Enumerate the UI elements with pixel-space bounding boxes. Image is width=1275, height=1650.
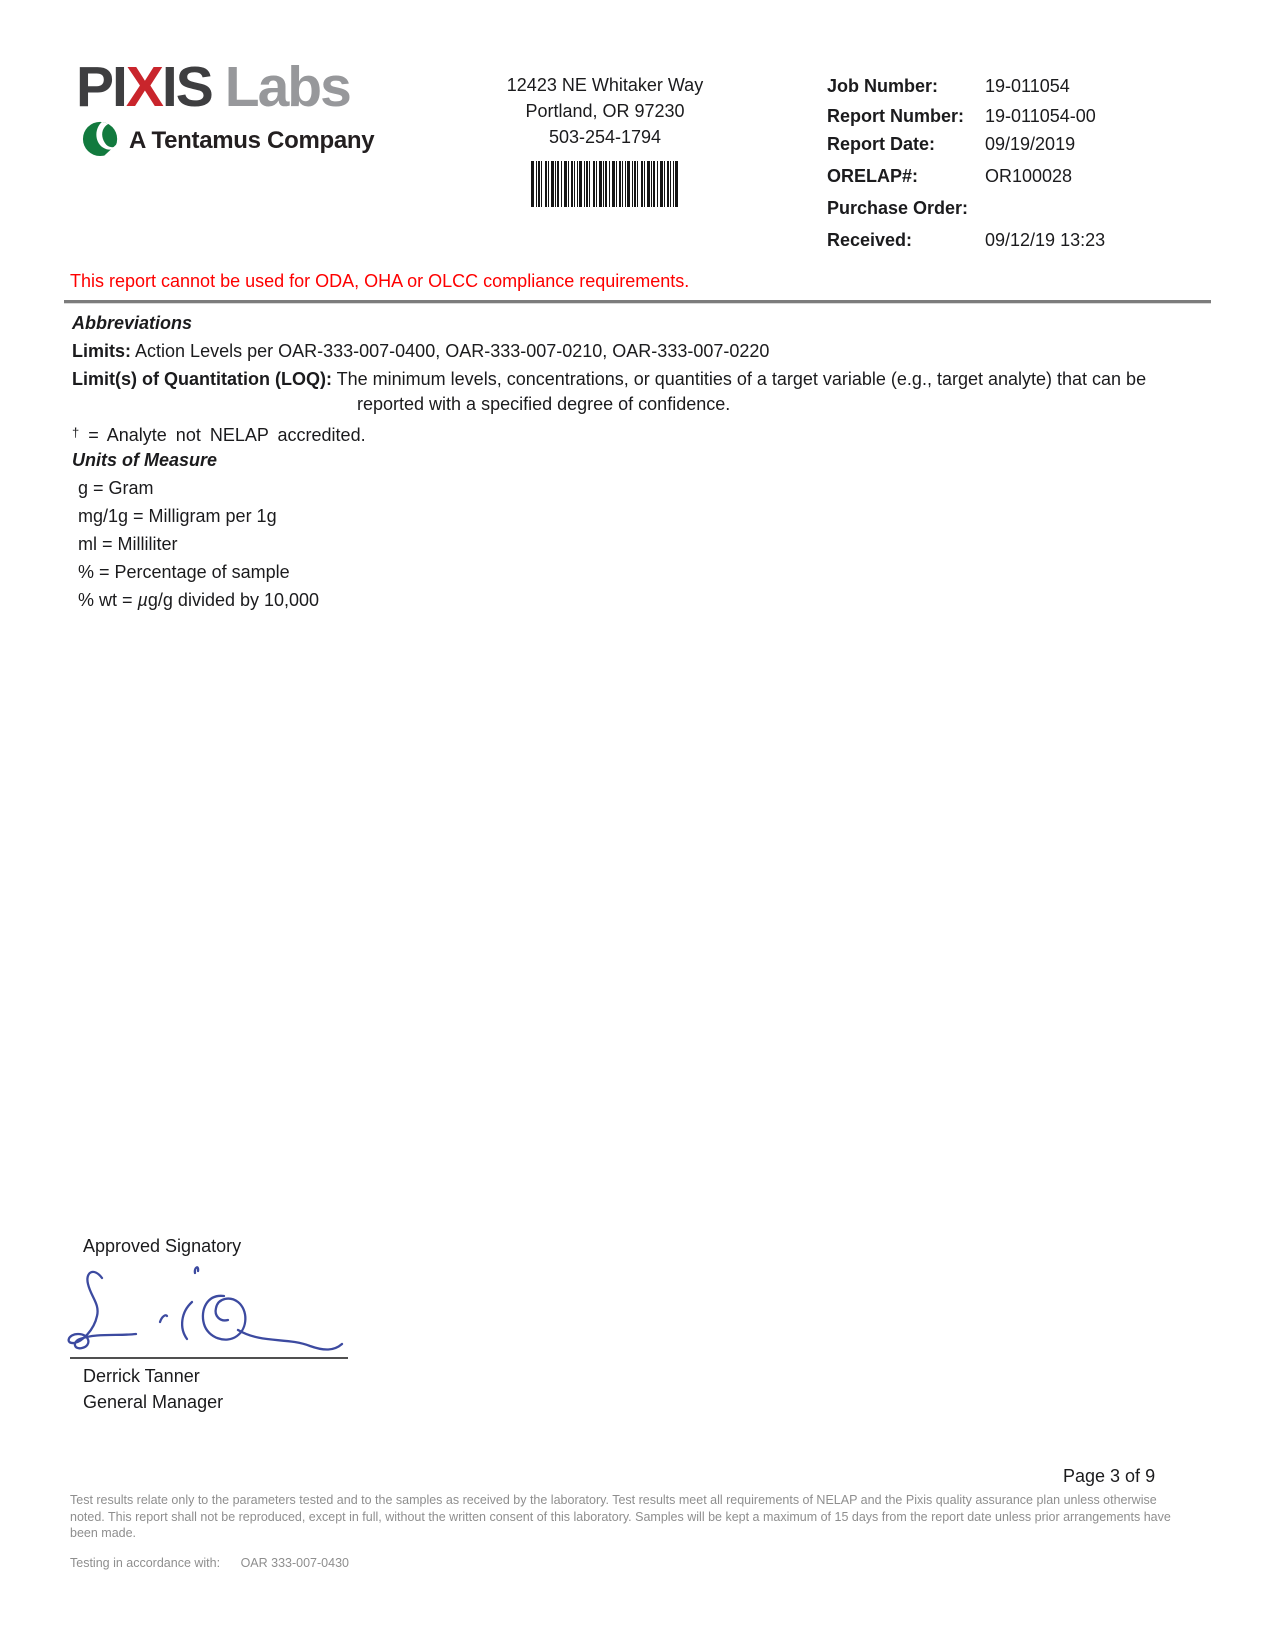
meta-label: Job Number: [827,76,939,96]
meta-label: ORELAP#: [827,166,919,186]
report-meta [827,76,1205,251]
address-line2: Portland, OR 97230 [525,101,685,121]
meta-label: Purchase Order: [827,198,969,218]
meta-label: Report Date: [827,134,936,154]
wt-suffix: g/g divided by 10,000 [147,590,320,610]
loq-definition [72,369,1177,390]
limits-label: Limits: [72,341,132,361]
logo-text-pi: PI [76,55,126,119]
meta-row-report-date [827,134,1205,155]
dagger-note [72,422,1177,446]
testing-value: OAR 333-007-0430 [240,1556,349,1570]
testing-accordance-line [70,1556,349,1570]
compliance-notice: This report cannot be used for ODA, OHA or OLCC compliance requirements. [70,271,690,291]
signatory-title: General Manager [83,1392,224,1412]
meta-row-purchase-order [827,198,1205,219]
logo-text-labs: Labs [224,55,350,119]
meta-value: 19-011054 [985,76,1070,96]
logo-text-x: X [125,55,162,119]
unit-item-mg: mg/1g = Milligram per 1g [78,506,277,526]
unit-item-percent-wt [72,590,319,611]
dagger-text: = Analyte not NELAP accredited. [88,425,366,445]
units-of-measure-section [72,450,319,611]
abbreviations-section [72,313,1177,446]
page-number: Page 3 of 9 [1063,1466,1156,1486]
meta-row-received [827,230,1205,251]
meta-value: 19-011054-00 [985,106,1096,126]
signature-image [62,1252,352,1367]
abbreviations-title: Abbreviations [72,313,193,333]
lab-address-block [455,72,755,207]
mu-symbol: µ [137,590,148,610]
loq-text-line1: The minimum levels, concentrations, or quantities of a target variable (e.g., target analyte) that can be [336,369,1147,389]
section-divider [64,300,1211,304]
limits-definition [72,341,1177,362]
meta-value: 09/12/19 13:23 [985,230,1106,250]
pixis-labs-logo [76,55,375,164]
tentamus-leaf-icon [82,117,120,164]
dagger-symbol: † [72,425,80,440]
logo-wordmark [76,55,374,119]
meta-row-orelap [827,166,1205,187]
meta-label: Report Number: [827,106,965,126]
meta-row-report-number [827,106,1205,127]
meta-value: OR100028 [985,166,1073,186]
logo-text-is: IS [161,55,212,119]
loq-text-line2: reported with a specified degree of confidence. [357,394,731,414]
unit-item-ml: ml = Milliliter [78,534,178,554]
loq-label: Limit(s) of Quantitation (LOQ): [72,369,332,389]
address-line1: 12423 NE Whitaker Way [506,75,704,95]
units-title: Units of Measure [72,450,218,470]
logo-tagline: A Tentamus Company [129,126,375,154]
limits-text: Action Levels per OAR-333-007-0400, OAR-333-007-0210, OAR-333-007-0220 [135,341,770,361]
meta-row-job-number [827,76,1205,97]
barcode [531,161,679,207]
address-phone: 503-254-1794 [548,127,662,147]
unit-item-percent: % = Percentage of sample [78,562,290,582]
footer-disclaimer: Test results relate only to the parameters tested and to the samples as received by the laboratory. Test results meet all requirements of NELAP and the Pixis quality assurance plan unless otherwise noted. This report shall not be reproduced, except in full, without the written consent of this laboratory. Samples will be kept a maximum of 15 days from the report date unless prior arrangements have been made. [70,1493,1171,1540]
meta-value: 09/19/2019 [985,134,1076,154]
wt-prefix: % wt = [78,590,138,610]
signature-line [70,1357,348,1359]
signatory-name: Derrick Tanner [83,1366,200,1386]
unit-item-gram: g = Gram [78,478,154,498]
testing-label: Testing in accordance with: [70,1556,221,1570]
approved-signatory-label: Approved Signatory [83,1236,242,1256]
meta-label: Received: [827,230,913,250]
